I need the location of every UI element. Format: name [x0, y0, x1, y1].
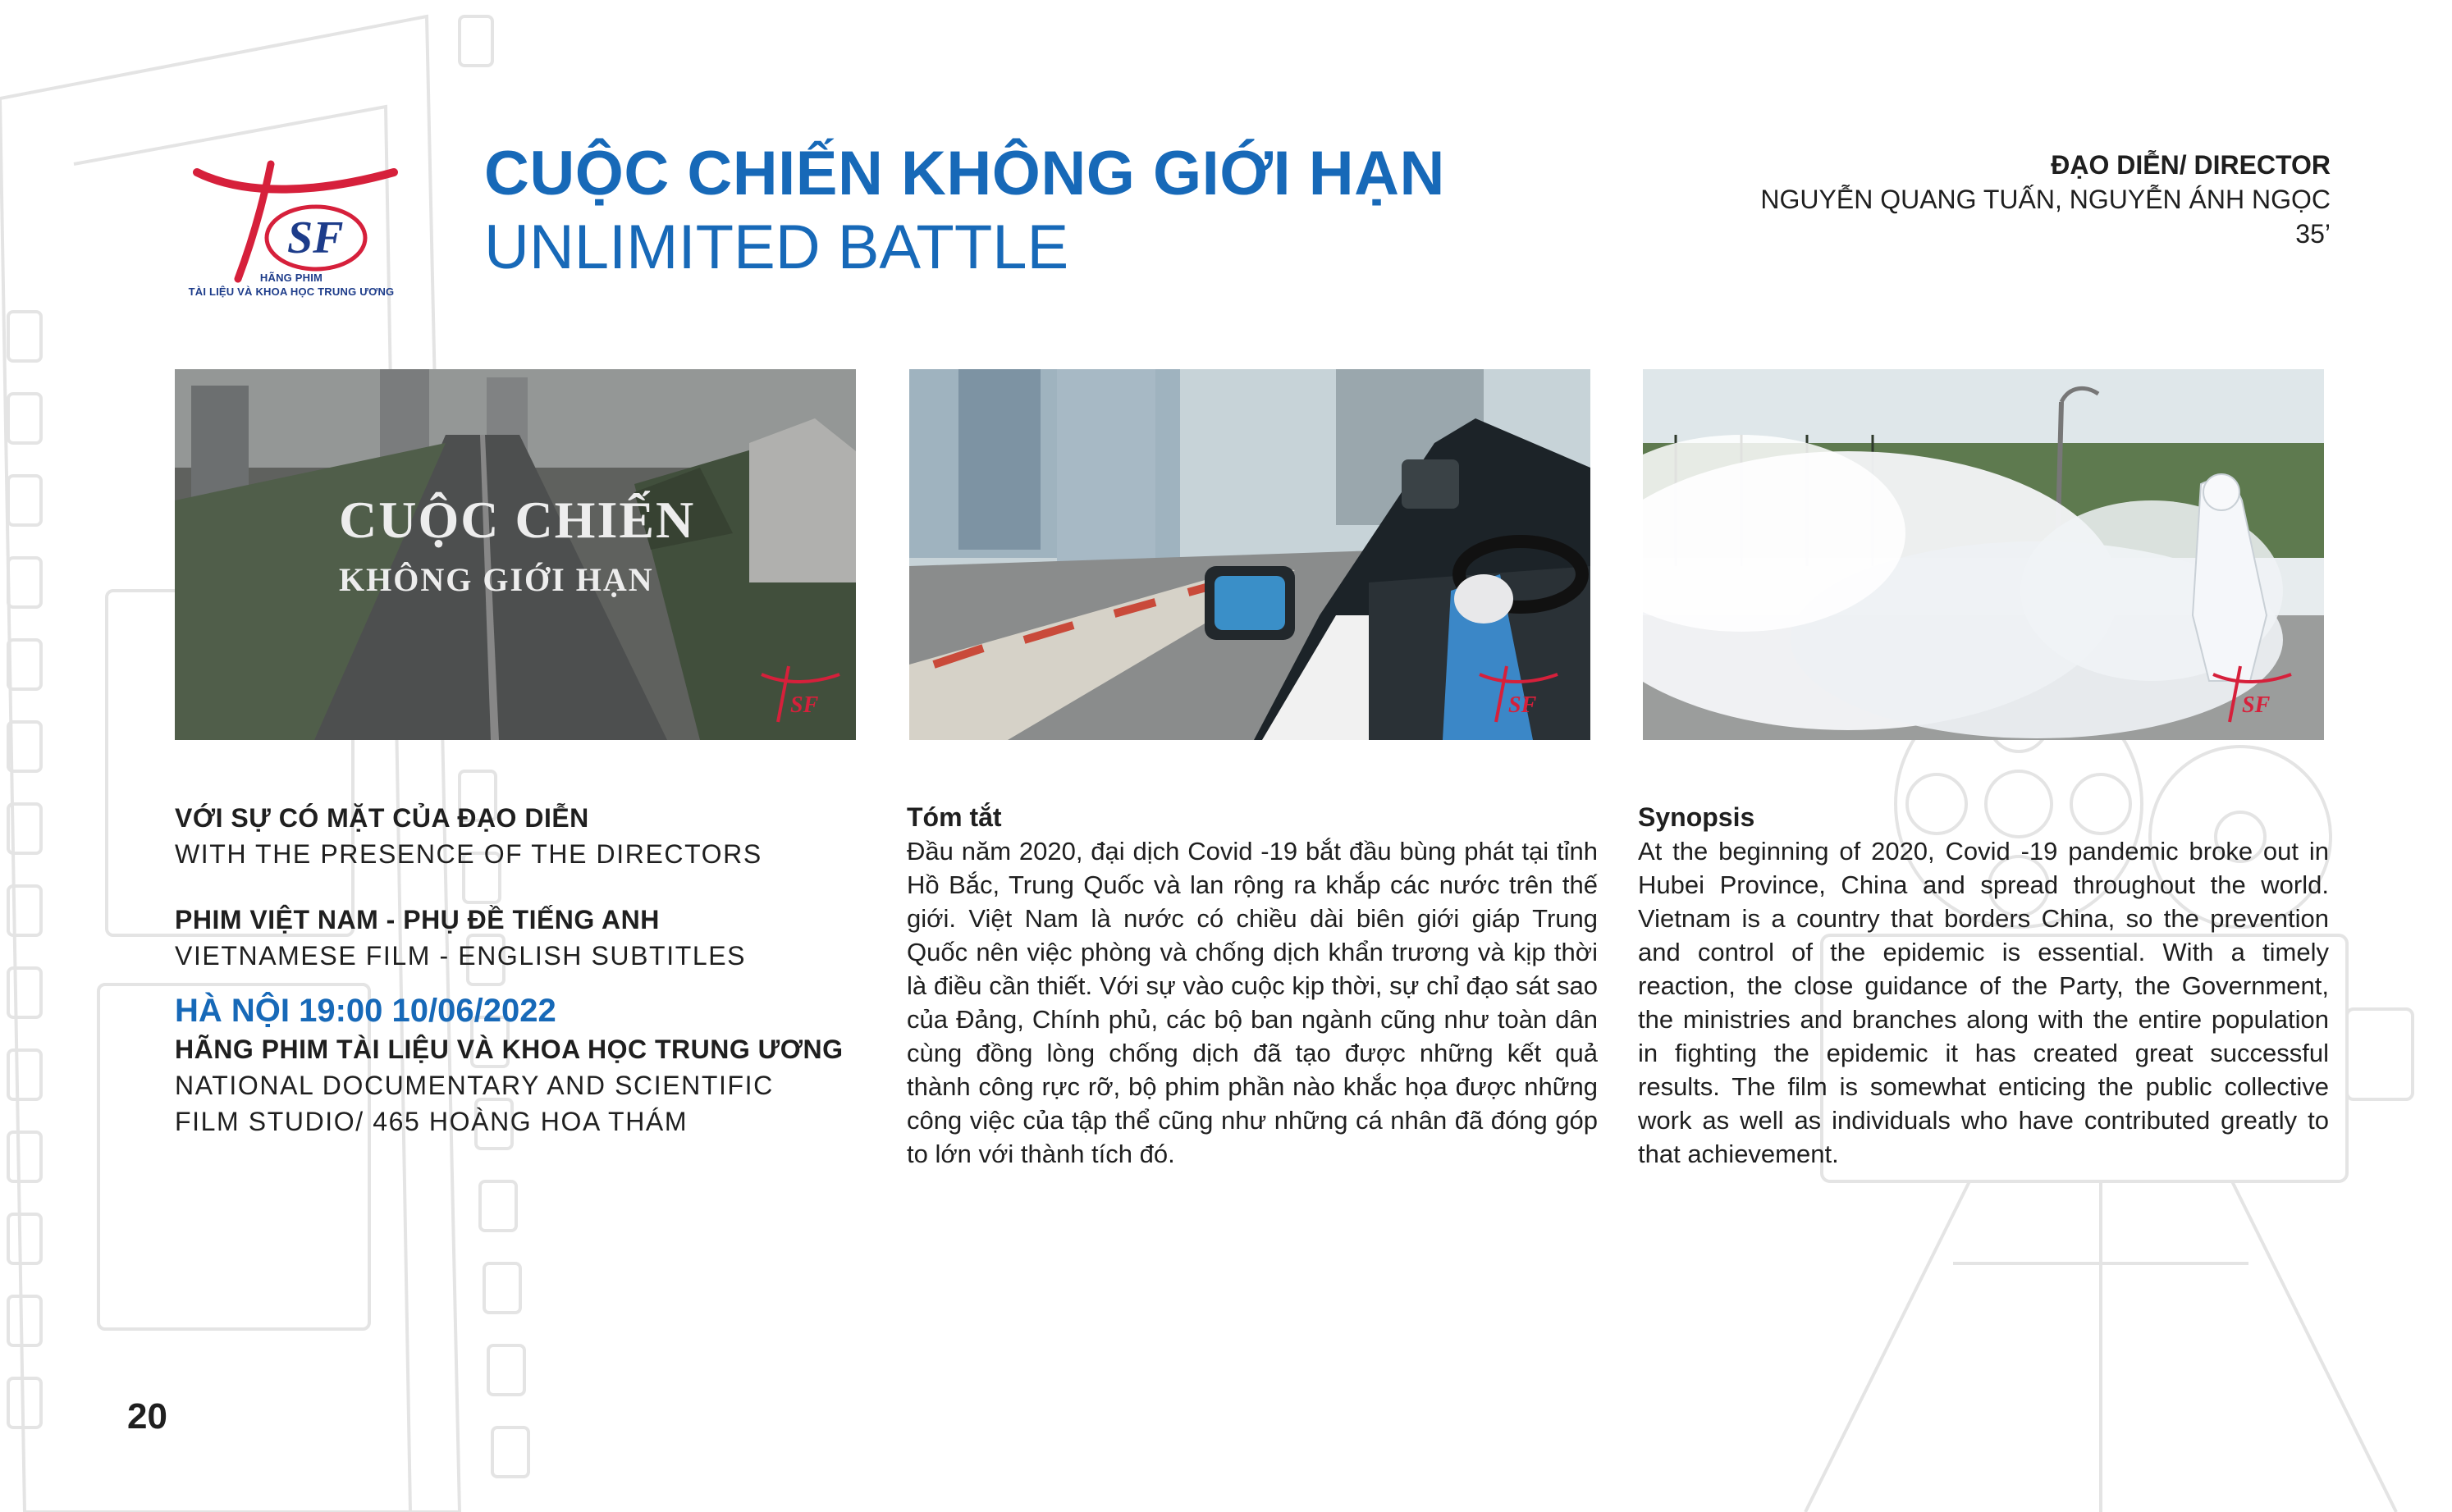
film-language-heading-vn: PHIM VIỆT NAM - PHỤ ĐỀ TIẾNG ANH [175, 905, 660, 934]
runtime: 35’ [2295, 219, 2331, 249]
film-still-3 [1643, 369, 2324, 740]
synopsis-vietnamese [907, 800, 1598, 1171]
film-still-1-image [175, 369, 856, 740]
presence-text-en: WITH THE PRESENCE OF THE DIRECTORS [175, 839, 762, 869]
film-language-text-en: VIETNAMESE FILM - ENGLISH SUBTITLES [175, 941, 747, 971]
studio-name-en-line1: NATIONAL DOCUMENTARY AND SCIENTIFIC [175, 1071, 774, 1100]
page-number: 20 [127, 1396, 167, 1437]
synopsis-vn-body: Đầu năm 2020, đại dịch Covid -19 bắt đầu bùng phát tại tỉnh Hồ Bắc, Trung Quốc và lan rộng ra khắp các nước trên thế giới. Việt Nam là nước có chiều dài biên giới giáp Trung Quốc nên việc phòng và chống dịch khẩn trương và kịp thời là điều cần thiết. Với sự vào cuộc kịp thời, sự chỉ đạo sát sao của Đảng, Chính phủ, các bộ ban ngành cũng như toàn dân cùng đồng lòng chống dịch đã tạo được những kết quả thành công rực rỡ, bộ phim phần nào khắc họa được những công việc của tập thể cũng như những cá nhân đã đóng góp to lớn với thành tích đó. [907, 837, 1598, 1168]
logo-caption [168, 271, 414, 299]
screening-date-time: HÀ NỘI 19:00 10/06/2022 [175, 993, 556, 1029]
film-title-vietnamese: CUỘC CHIẾN KHÔNG GIỚI HẠN [484, 139, 1445, 208]
still-3-watermark: SF [2242, 692, 2271, 718]
film-still-3-image [1643, 369, 2324, 740]
presence-heading-vn: VỚI SỰ CÓ MẶT CỦA ĐẠO DIỄN [175, 803, 589, 833]
synopsis-en-heading: Synopsis [1638, 802, 1755, 832]
logo-caption-line2: TÀI LIỆU VÀ KHOA HỌC TRUNG ƯƠNG [188, 285, 395, 298]
still-2-watermark: SF [1508, 692, 1537, 718]
still-1-overlay-line2: KHÔNG GIỚI HẠN [339, 561, 654, 598]
synopsis-english [1638, 800, 2329, 1171]
director-names: NGUYỄN QUANG TUẤN, NGUYỄN ÁNH NGỌC [1760, 185, 2331, 214]
studio-name-vn: HÃNG PHIM TÀI LIỆU VÀ KHOA HỌC TRUNG ƯƠNG [175, 1035, 844, 1064]
synopsis-vn-heading: Tóm tắt [907, 802, 1002, 832]
director-block [1641, 148, 2331, 251]
director-label: ĐẠO DIỄN/ DIRECTOR [2051, 150, 2331, 180]
studio-address-line2: FILM STUDIO/ 465 HOÀNG HOA THÁM [175, 1107, 688, 1136]
film-still-1 [175, 369, 856, 740]
film-still-2 [909, 369, 1590, 740]
still-1-watermark: SF [790, 692, 819, 718]
film-still-2-image [909, 369, 1590, 740]
screening-info [175, 800, 897, 1140]
synopsis-en-body: At the beginning of 2020, Covid -19 pandemic broke out in Hubei Province, China and spread throughout the world. Vietnam is a country that borders China, so the prevention and control of the epidemic is essential. With a timely reaction, the close guidance of the Party, the Government, the ministries and branches along with the entire population in fighting the epidemic it has created great successful results. The film is somewhat enticing the public collective work as well as individuals who have contributed greatly to that achievement. [1638, 837, 2329, 1168]
logo-mark: SF [287, 212, 344, 263]
logo-caption-line1: HÃNG PHIM [259, 272, 323, 284]
film-title-english: UNLIMITED BATTLE [484, 212, 1069, 282]
still-1-overlay-line1: CUỘC CHIẾN [339, 491, 696, 549]
